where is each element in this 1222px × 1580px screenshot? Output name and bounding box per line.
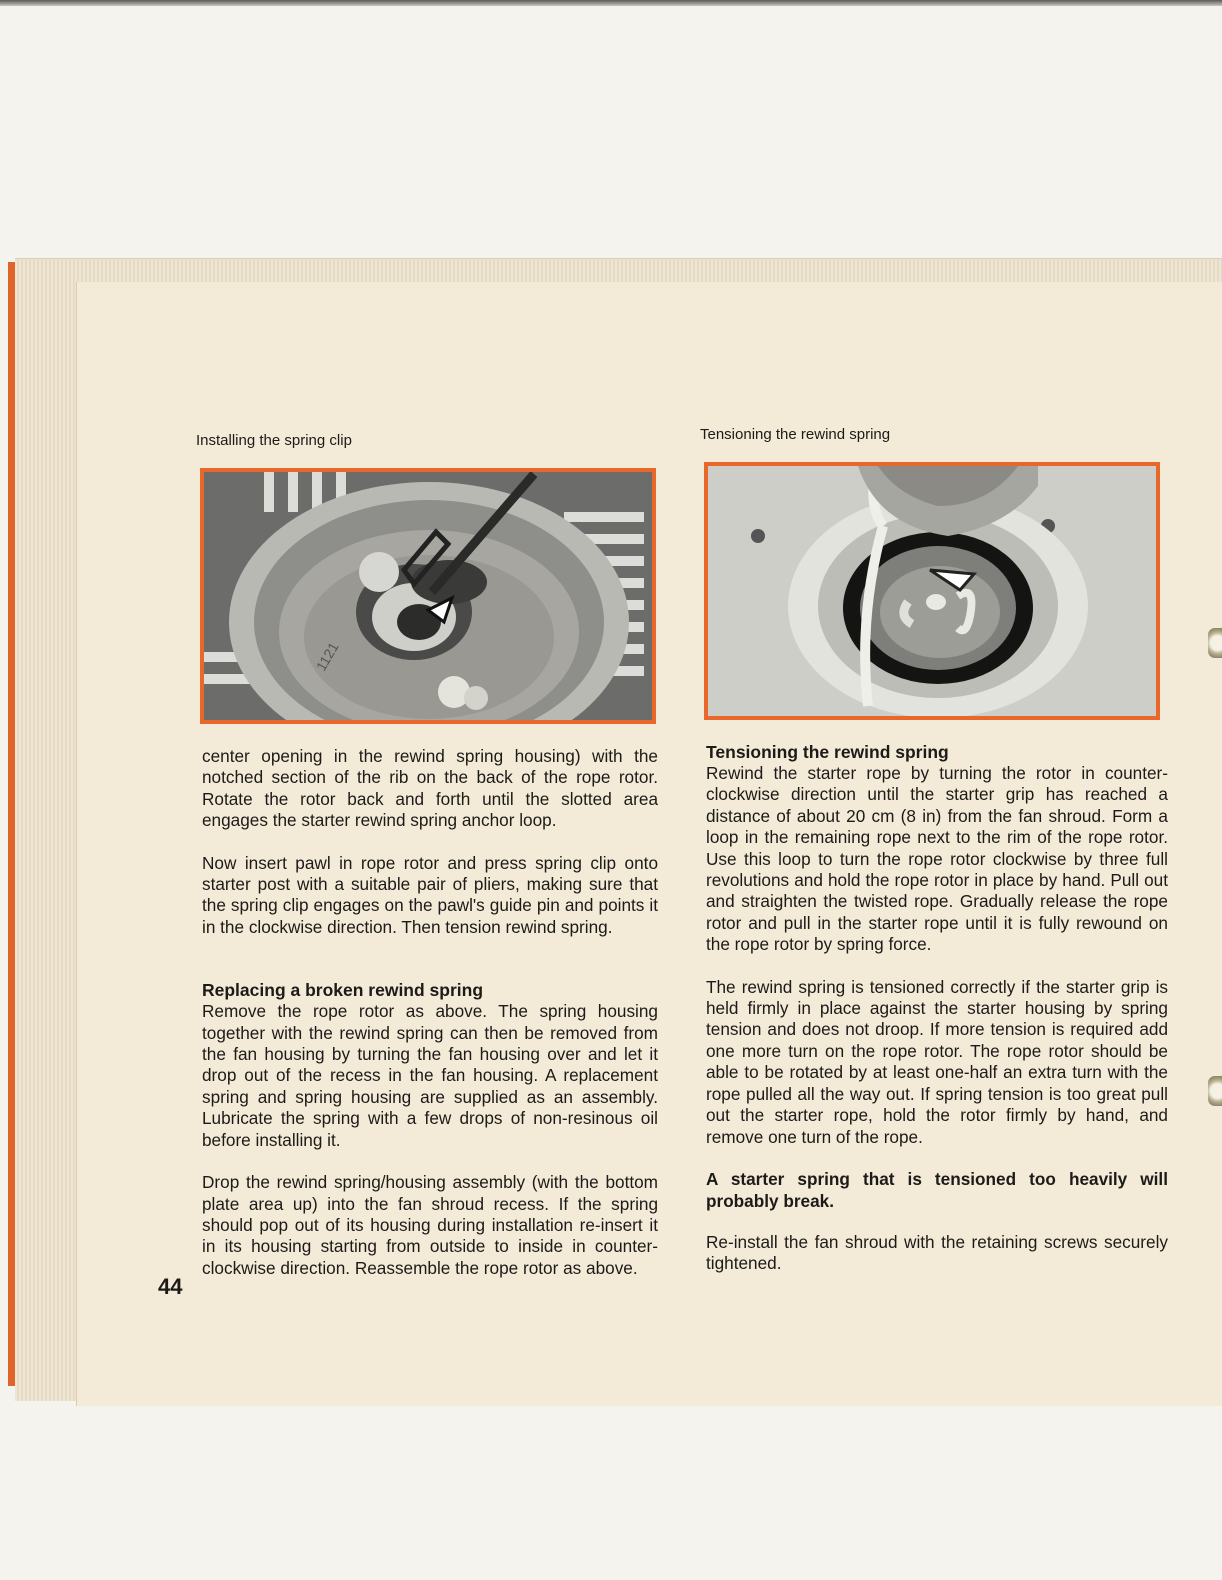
scan-top-edge: [0, 0, 1222, 6]
tensioning-spring-illustration: [708, 466, 1156, 716]
binder-hole-bottom: [1208, 1076, 1222, 1106]
spring-clip-illustration: [204, 472, 652, 720]
page-number: 44: [158, 1274, 183, 1299]
reinstall-fan-shroud-note: Re-install the fan shroud with the retaining screws securely tightened.: [706, 1231, 1168, 1274]
book-cover-edge: [8, 262, 15, 1386]
spring-clip-photo: [200, 468, 656, 724]
left-paragraph-2: Now insert pawl in rope rotor and press spring clip onto starter post with a suitable pair of pliers, making sure that the spring clip engages on the pawl's guide pin and points it in the clockwise direction. Then tension rewind spring.: [202, 852, 658, 937]
manual-page: [76, 282, 1222, 1406]
tensioning-spring-paragraph-2: The rewind spring is tensioned correctly if the starter grip is held firmly in place against the starter housing by spring tension and does not droop. If more tension is required add one more turn on the rope rotor. The rope rotor should be able to be rotated by at least one-half an extra turn with the rope pulled all the way out. If spring tension is too great pull out the starter rope, hold the rotor firmly by hand, and remove one turn of the rope.: [706, 976, 1168, 1147]
replacing-spring-heading: Replacing a broken rewind spring: [202, 980, 484, 1001]
tensioning-spring-paragraph-1: Rewind the starter rope by turning the rotor in counter-clockwise direction until the starter grip has reached a distance of about 20 cm (8 in) from the fan shroud. Form a loop in the remaining rope next to the rim of the rope rotor. Use this loop to turn the rope rotor clockwise by three full revolutions and hold the rope rotor in place by hand. Pull out and straighten the twisted rope. Gradually release the rope rotor and pull in the starter rope until it is fully rewound on the rope rotor by spring force.: [706, 763, 1168, 955]
tensioning-spring-heading: Tensioning the rewind spring: [706, 742, 949, 762]
replacing-spring-paragraph-2: Drop the rewind spring/housing assembly (with the bottom plate area up) into the fan shroud recess. If the spring should pop out of its housing during installation re-insert it in its housing starting from outside to inside in counter-clockwise direction. Reassemble the rope rotor as above.: [202, 1172, 658, 1278]
right-text-column: [706, 742, 1168, 1275]
left-text-column: [202, 746, 658, 1279]
book-spread: [8, 258, 1222, 1406]
binder-hole-top: [1208, 628, 1222, 658]
left-figure-caption: Installing the spring clip: [196, 432, 352, 449]
right-figure-caption: Tensioning the rewind spring: [700, 426, 891, 443]
replacing-spring-paragraph-1: Remove the rope rotor as above. The spring housing together with the rewind spring can then be removed from the fan housing by turning the fan housing over and let it drop out of the recess in the fan housing. A replacement spring and spring housing are supplied as an assembly. Lubricate the spring with a few drops of non-resinous oil before installing it.: [202, 1001, 658, 1150]
left-paragraph-1: center opening in the rewind spring housing) with the notched section of the rib on the back of the rope rotor. Rotate the rotor back and forth until the slotted area engages the starter rewind spring anchor loop.: [202, 746, 658, 831]
over-tension-warning: A starter spring that is tensioned too heavily will probably break.: [706, 1168, 1168, 1211]
svg-text:1121: 1121: [312, 639, 342, 674]
tensioning-spring-photo: [704, 462, 1160, 720]
